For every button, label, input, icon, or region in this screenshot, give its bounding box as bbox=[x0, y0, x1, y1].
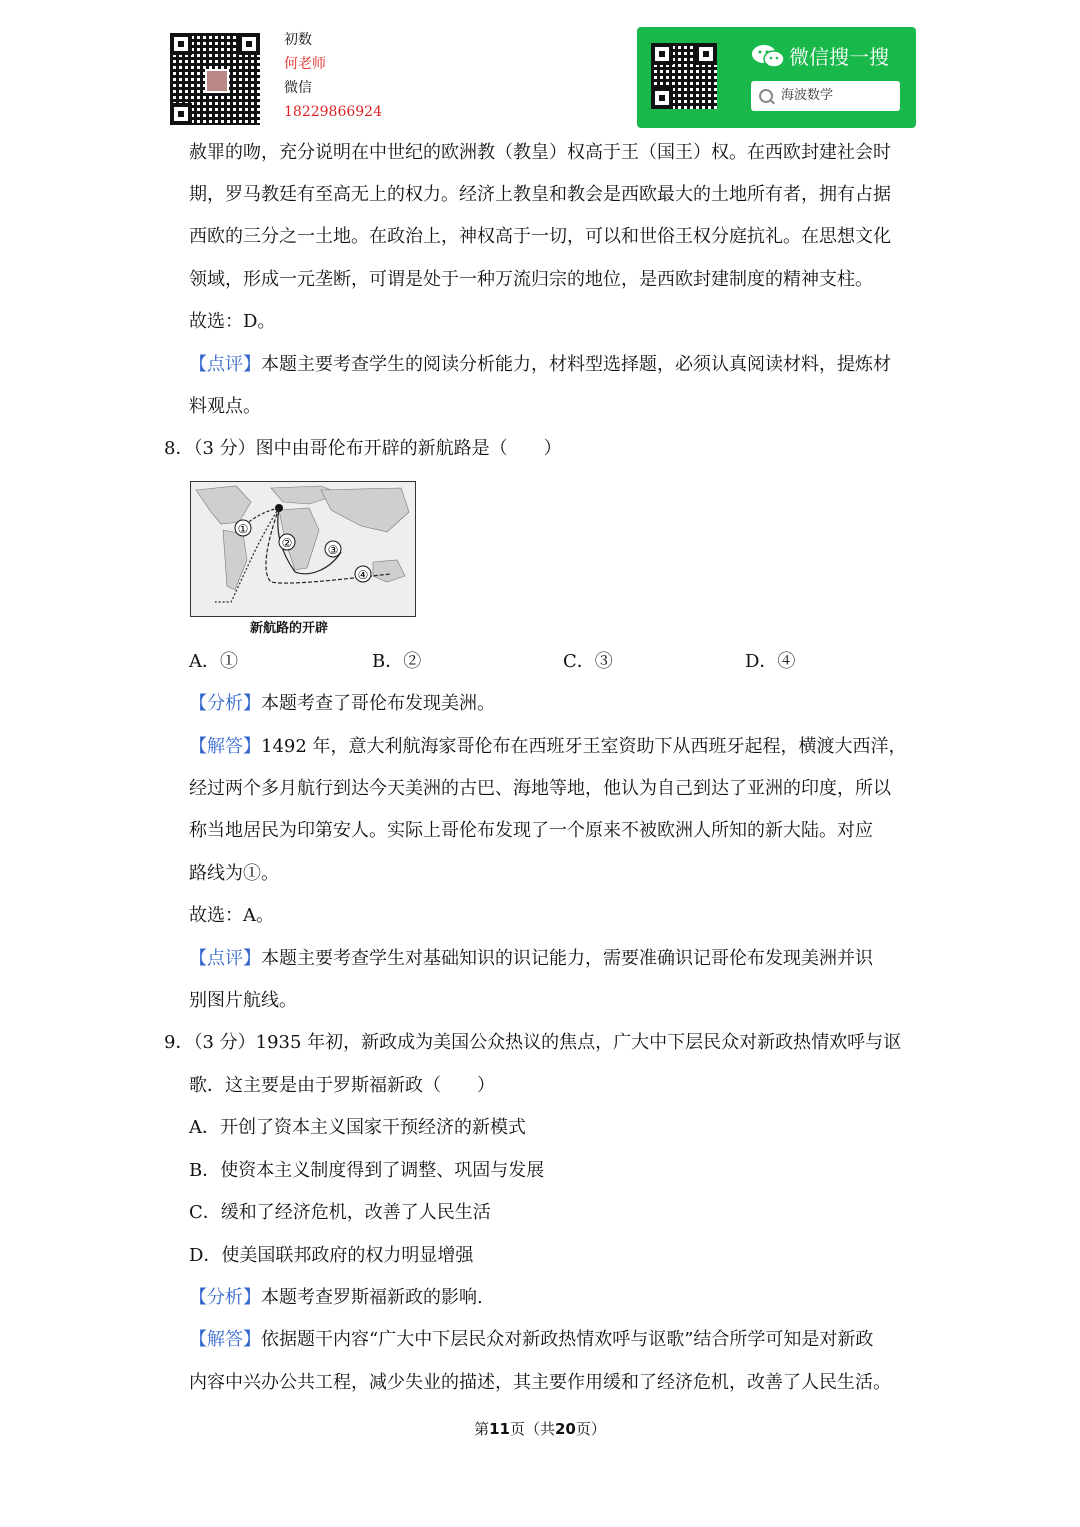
comment-text: 本题主要考查学生的阅读分析能力，材料型选择题，必须认真阅读材料，提炼材 bbox=[261, 354, 891, 375]
q9-solution-line2: 内容中兴办公共工程，减少失业的描述，其主要作用缓和了经济危机，改善了人民生活。 bbox=[189, 1372, 891, 1393]
q8-answer: 故选：A。 bbox=[189, 905, 274, 926]
route-label: ④ bbox=[357, 568, 369, 582]
q8-stem: 8．（3 分）图中由哥伦布开辟的新航路是（ ） bbox=[164, 438, 562, 459]
analysis-tag: 【分析】 bbox=[189, 1287, 261, 1308]
route-label: ① bbox=[237, 522, 249, 536]
analysis-tag: 【分析】 bbox=[189, 693, 261, 714]
wechat-title: 微信搜一搜 bbox=[789, 45, 889, 69]
wechat-search-input[interactable] bbox=[751, 81, 900, 111]
prev-comment-line2: 料观点。 bbox=[189, 396, 261, 417]
comment-tag: 【点评】 bbox=[189, 354, 261, 375]
prev-solution-line: 赦罪的吻，充分说明在中世纪的欧洲教（教皇）权高于王（国王）权。在西欧封建社会时 bbox=[189, 142, 891, 163]
avatar bbox=[205, 69, 229, 93]
map-caption: 新航路的开辟 bbox=[250, 621, 329, 636]
q9-stem-line2: 歌．这主要是由于罗斯福新政（ ） bbox=[189, 1075, 495, 1096]
q8-solution bbox=[189, 735, 907, 759]
route-label: ② bbox=[281, 536, 293, 550]
footer-suffix: 页） bbox=[575, 1420, 606, 1438]
q8-option-a[interactable]: A．① bbox=[189, 651, 238, 672]
q8-solution-line: 经过两个多月航行到达今天美洲的古巴、海地等地，他认为自己到达了亚洲的印度，所以 bbox=[189, 778, 891, 799]
comment-tag: 【点评】 bbox=[189, 948, 261, 969]
qr-code-left bbox=[170, 33, 260, 125]
wechat-icon bbox=[751, 43, 785, 69]
q9-option-b[interactable]: B．使资本主义制度得到了调整、巩固与发展 bbox=[189, 1160, 545, 1181]
q8-solution-line: 路线为①。 bbox=[189, 863, 279, 884]
contact-name: 何老师 bbox=[284, 56, 326, 72]
prev-solution-line: 期，罗马教廷有至高无上的权力。经济上教皇和教会是西欧最大的土地所有者，拥有占据 bbox=[189, 184, 891, 205]
prev-solution-line: 领域，形成一元垄断，可谓是处于一种万流归宗的地位，是西欧封建制度的精神支柱。 bbox=[189, 269, 873, 290]
contact-line1: 初数 bbox=[284, 32, 312, 48]
prev-solution-line: 西欧的三分之一土地。在政治上，神权高于一切，可以和世俗王权分庭抗礼。在思想文化 bbox=[189, 226, 891, 247]
page-total: 20 bbox=[555, 1420, 576, 1438]
q8-option-c[interactable]: C．③ bbox=[563, 651, 613, 672]
contact-line3: 微信 bbox=[284, 80, 312, 96]
map-drawing bbox=[191, 482, 415, 616]
solution-tag: 【解答】 bbox=[189, 736, 261, 757]
solution-tag: 【解答】 bbox=[189, 1329, 261, 1350]
search-icon bbox=[759, 89, 773, 103]
comment-text: 本题主要考查学生对基础知识的识记能力，需要准确识记哥伦布发现美洲并识 bbox=[261, 948, 873, 969]
analysis-text: 本题考查了哥伦布发现美洲。 bbox=[261, 693, 495, 714]
q9-solution bbox=[189, 1328, 873, 1352]
prev-comment bbox=[189, 353, 891, 377]
footer-middle: 页（共 bbox=[509, 1420, 555, 1438]
contact-phone: 18229866924 bbox=[284, 104, 382, 120]
q9-option-d[interactable]: D．使美国联邦政府的权力明显增强 bbox=[189, 1245, 474, 1266]
q8-comment-line2: 别图片航线。 bbox=[189, 990, 297, 1011]
prev-answer: 故选：D。 bbox=[189, 311, 276, 332]
q9-stem: 9．（3 分）1935 年初，新政成为美国公众热议的焦点，广大中下层民众对新政热情欢呼与讴 bbox=[164, 1032, 902, 1053]
q9-analysis bbox=[189, 1286, 483, 1310]
qr-code-right bbox=[651, 43, 717, 109]
q8-comment bbox=[189, 947, 873, 971]
wechat-search-banner[interactable] bbox=[637, 27, 916, 128]
route-label: ③ bbox=[327, 543, 339, 557]
q9-option-c[interactable]: C．缓和了经济危机，改善了人民生活 bbox=[189, 1202, 491, 1223]
wechat-search-text: 海波数学 bbox=[781, 88, 834, 103]
new-routes-map bbox=[190, 481, 416, 617]
q9-option-a[interactable]: A．开创了资本主义国家干预经济的新模式 bbox=[189, 1117, 526, 1138]
q8-solution-line: 称当地居民为印第安人。实际上哥伦布发现了一个原来不被欧洲人所知的新大陆。对应 bbox=[189, 820, 873, 841]
solution-text: 依据题干内容“广大中下层民众对新政热情欢呼与讴歌”结合所学可知是对新政 bbox=[261, 1329, 874, 1350]
analysis-text: 本题考查罗斯福新政的影响. bbox=[261, 1287, 483, 1308]
footer-prefix: 第 bbox=[474, 1420, 490, 1438]
q8-option-b[interactable]: B．② bbox=[372, 651, 422, 672]
contact-info bbox=[284, 28, 382, 124]
q8-option-d[interactable]: D．④ bbox=[745, 651, 796, 672]
page-number: 11 bbox=[489, 1420, 510, 1438]
page-footer bbox=[0, 1418, 1080, 1439]
solution-text: 1492 年，意大利航海家哥伦布在西班牙王室资助下从西班牙起程，横渡大西洋， bbox=[261, 736, 907, 757]
q8-analysis bbox=[189, 692, 495, 716]
